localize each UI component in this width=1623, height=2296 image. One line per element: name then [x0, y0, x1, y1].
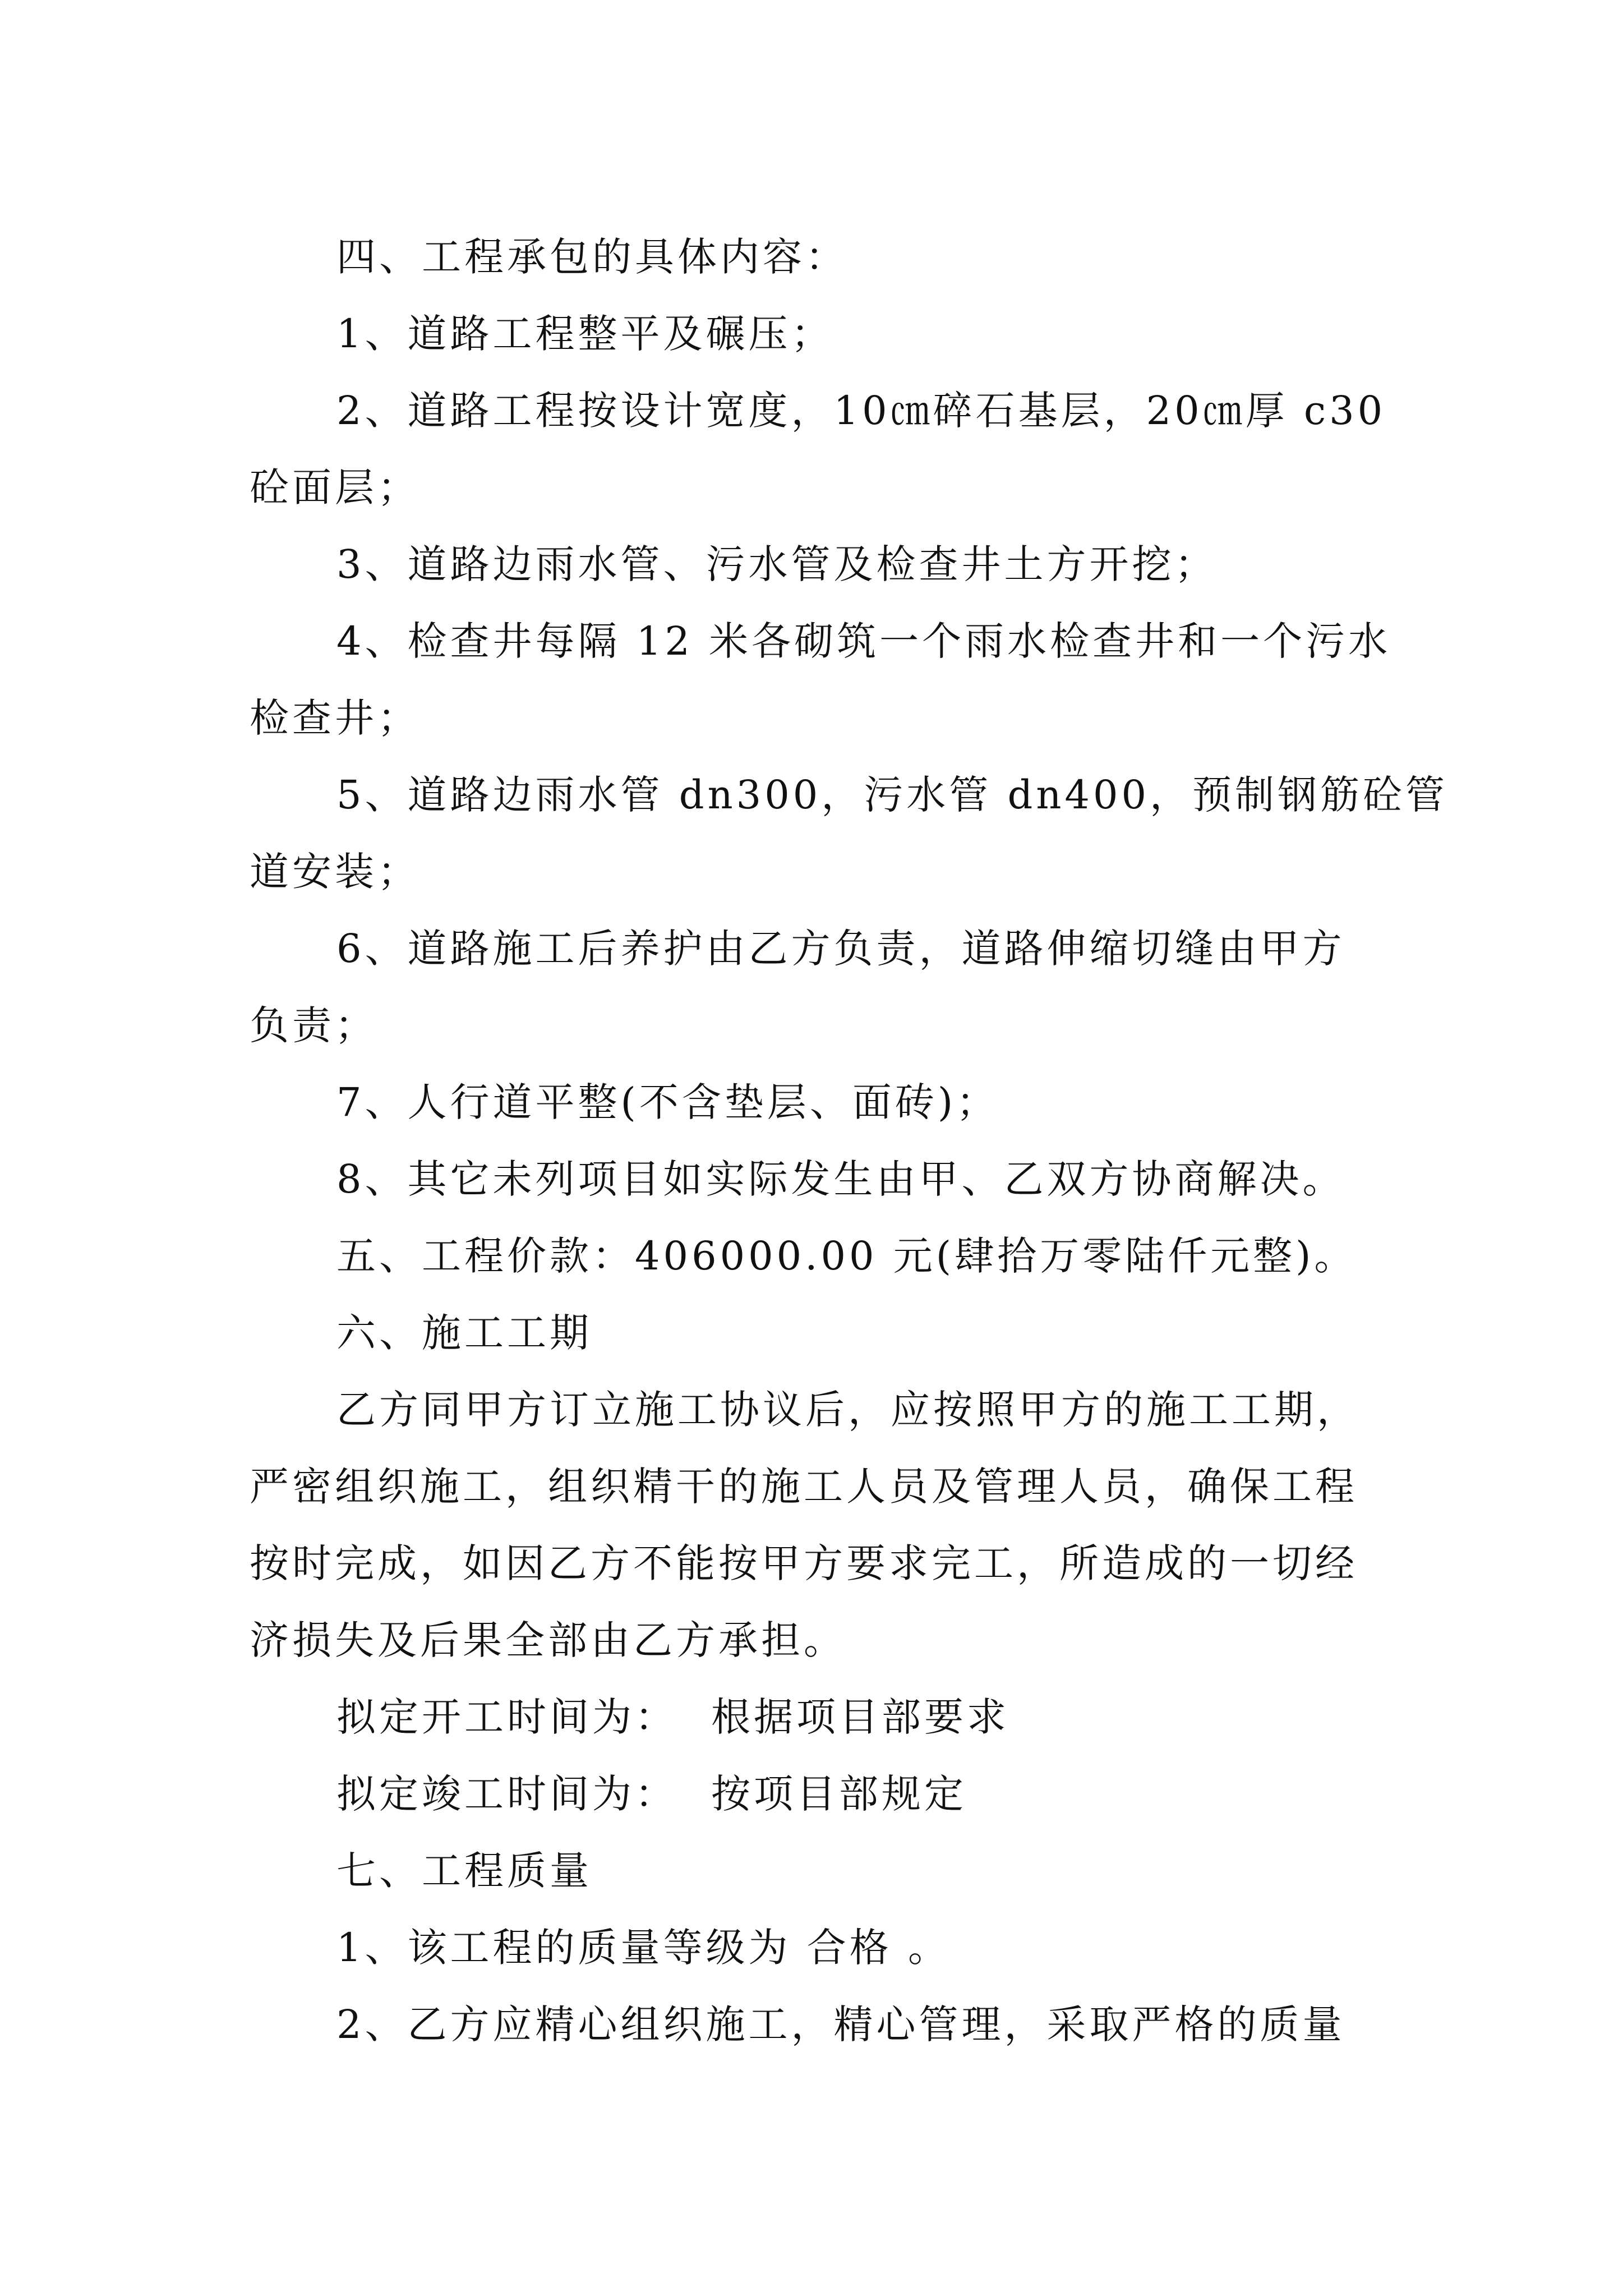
section-heading-contract-price: 五、工程价款：406000.00 元(肆拾万零陆仟元整)。 — [336, 1233, 1357, 1279]
list-item: 6、道路施工后养护由乙方负责，道路伸缩切缝由甲方 — [336, 926, 1345, 972]
list-item: 2、道路工程按设计宽度，10㎝碎石基层，20㎝厚 c30 — [336, 388, 1386, 434]
paragraph-line: 严密组织施工，组织精干的施工人员及管理人员，确保工程 — [250, 1464, 1358, 1510]
list-item-continuation: 负责； — [250, 1002, 377, 1048]
list-item-continuation: 道安装； — [250, 849, 420, 895]
list-item: 1、道路工程整平及碾压； — [336, 311, 834, 357]
paragraph-line: 乙方同甲方订立施工协议后，应按照甲方的施工工期， — [336, 1387, 1359, 1433]
section-heading-construction-period: 六、施工工期 — [336, 1310, 592, 1356]
completion-date-label: 拟定竣工时间为： — [336, 1771, 677, 1817]
list-item: 8、其它未列项目如实际发生由甲、乙双方协商解决。 — [336, 1156, 1345, 1202]
paragraph-line: 济损失及后果全部由乙方承担。 — [250, 1617, 846, 1663]
list-item: 5、道路边雨水管 dn300，污水管 dn400，预制钢筋砼管 — [336, 772, 1449, 818]
paragraph-line: 按时完成，如因乙方不能按甲方要求完工，所造成的一切经 — [250, 1540, 1358, 1586]
completion-date-value: 按项目部规定 — [711, 1771, 967, 1817]
section-heading-contract-content: 四、工程承包的具体内容： — [336, 234, 848, 280]
list-item: 3、道路边雨水管、污水管及检查井土方开挖； — [336, 541, 1218, 587]
list-item: 1、该工程的质量等级为 合格 。 — [336, 1925, 951, 1971]
document-page — [250, 219, 1449, 2063]
list-item-continuation: 砼面层； — [250, 464, 420, 510]
list-item: 4、检查井每隔 12 米各砌筑一个雨水检查井和一个污水 — [336, 618, 1391, 664]
start-date-label: 拟定开工时间为： — [336, 1694, 677, 1740]
list-item-continuation: 检查井； — [250, 695, 420, 741]
start-date-line — [250, 1679, 1388, 1756]
completion-date-line — [250, 1756, 1388, 1833]
start-date-value: 根据项目部要求 — [711, 1694, 1009, 1740]
list-item: 2、乙方应精心组织施工，精心管理，采取严格的质量 — [336, 2001, 1345, 2047]
list-item: 7、人行道平整(不含垫层、面砖)； — [336, 1079, 999, 1125]
section-heading-quality: 七、工程质量 — [336, 1848, 592, 1894]
